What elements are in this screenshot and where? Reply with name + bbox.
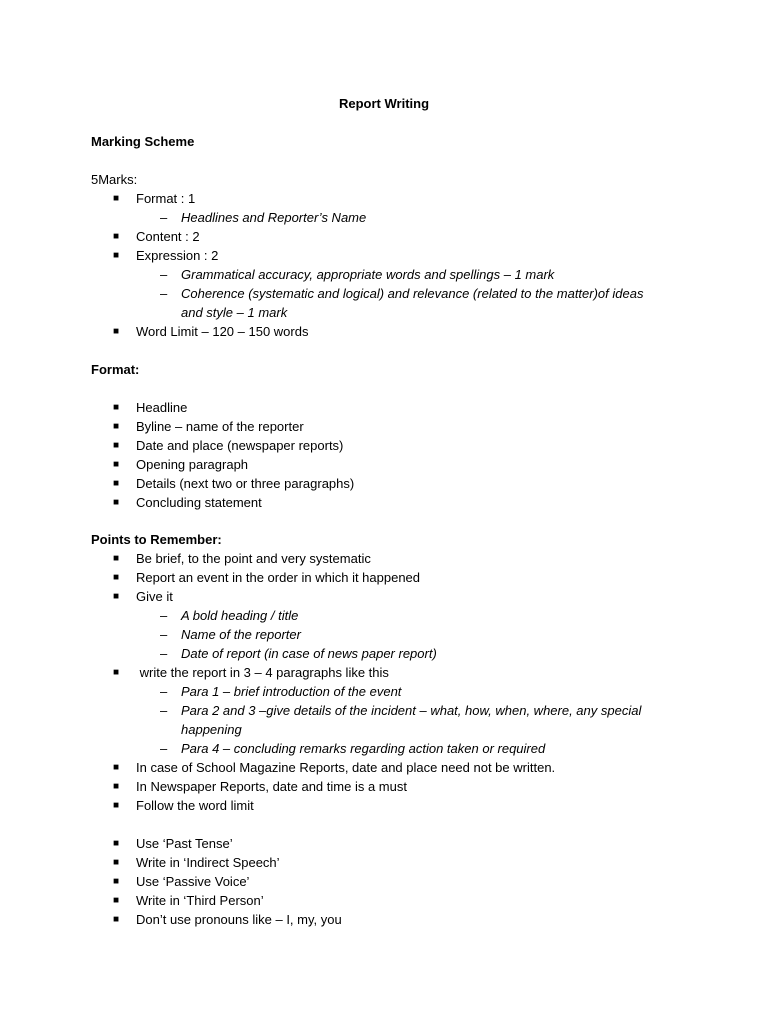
list-item-text: Use ‘Passive Voice’ [136,874,250,889]
sub-list-item-text: Grammatical accuracy, appropriate words and spellings – 1 mark [181,267,555,282]
dash-icon: – [160,684,168,699]
list-item [0,436,768,455]
sub-list-item-text: Para 4 – concluding remarks regarding action taken or required [181,741,546,756]
bullet-icon: ■ [113,553,120,564]
list-item [0,587,768,606]
list-item-text: Opening paragraph [136,457,249,472]
page-title: Report Writing [338,96,430,111]
dash-icon: – [160,210,168,225]
dash-icon: – [160,627,168,642]
list-item-text: Concluding statement [136,495,262,510]
list-item-text: Date and place (newspaper reports) [136,438,344,453]
format-heading: Format: [91,362,140,377]
list-item-text: Word Limit – 120 – 150 words [136,324,309,339]
dash-icon: – [160,646,168,661]
list-item [0,777,768,796]
list-item-text: Give it [136,589,173,604]
sub-list-item-text: happening [181,722,242,737]
bullet-icon: ■ [113,876,120,887]
bullet-icon: ■ [113,800,120,811]
list-item [0,663,768,682]
sub-list-item [0,208,768,227]
sub-list-item-continuation [0,720,768,739]
list-item [0,758,768,777]
bullet-icon: ■ [113,781,120,792]
list-item [0,246,768,265]
list-item [0,796,768,815]
sub-list-item-text: Date of report (in case of news paper report) [181,646,437,661]
list-item [0,417,768,436]
list-item-text: Write in ‘Indirect Speech’ [136,855,280,870]
bullet-icon: ■ [113,838,120,849]
list-item-text: Report an event in the order in which it happened [136,570,421,585]
list-item [0,568,768,587]
sub-list-item-text: Para 1 – brief introduction of the event [181,684,402,699]
bullet-icon: ■ [113,497,120,508]
sub-list-item-text: Name of the reporter [181,627,301,642]
list-item [0,322,768,341]
sub-list-item [0,284,768,303]
dash-icon: – [160,741,168,756]
bullet-icon: ■ [113,591,120,602]
sub-list-item [0,265,768,284]
list-item [0,493,768,512]
list-item-text: Content : 2 [136,229,200,244]
list-item [0,910,768,929]
sub-list-item-text: Headlines and Reporter’s Name [181,210,367,225]
list-item-text: Headline [136,400,188,415]
sub-list-item-text: and style – 1 mark [181,305,288,320]
list-item-text: Use ‘Past Tense’ [136,836,233,851]
bullet-icon: ■ [113,572,120,583]
dash-icon: – [160,286,168,301]
list-item-text: write the report in 3 – 4 paragraphs like this [136,665,389,680]
list-item [0,872,768,891]
sub-list-item-continuation [0,303,768,322]
bullet-icon: ■ [113,440,120,451]
points-heading: Points to Remember: [91,532,222,547]
bullet-icon: ■ [113,250,120,261]
list-item-text: In Newspaper Reports, date and time is a must [136,779,407,794]
sub-list-item [0,701,768,720]
sub-list-item-text: Coherence (systematic and logical) and relevance (related to the matter)of ideas [181,286,644,301]
marking-scheme-heading: Marking Scheme [91,134,195,149]
list-item [0,398,768,417]
list-item-text: Write in ‘Third Person’ [136,893,264,908]
list-item-text: Don’t use pronouns like – I, my, you [136,912,342,927]
bullet-icon: ■ [113,914,120,925]
list-item-text: Format : 1 [136,191,196,206]
sub-list-item [0,682,768,701]
bullet-icon: ■ [113,857,120,868]
list-item [0,227,768,246]
sub-list-item [0,644,768,663]
bullet-icon: ■ [113,459,120,470]
list-item [0,891,768,910]
list-item-text: Follow the word limit [136,798,254,813]
bullet-icon: ■ [113,402,120,413]
sub-list-item [0,606,768,625]
list-item [0,549,768,568]
list-item-text: Expression : 2 [136,248,219,263]
sub-list-item [0,739,768,758]
bullet-icon: ■ [113,478,120,489]
list-item-text: Be brief, to the point and very systematic [136,551,371,566]
bullet-icon: ■ [113,895,120,906]
bullet-icon: ■ [113,421,120,432]
sub-list-item-text: A bold heading / title [181,608,299,623]
marks-label: 5Marks: [91,172,138,187]
bullet-icon: ■ [113,762,120,773]
sub-list-item [0,625,768,644]
list-item-text: In case of School Magazine Reports, date and place need not be written. [136,760,556,775]
list-item [0,189,768,208]
list-item [0,455,768,474]
list-item [0,853,768,872]
bullet-icon: ■ [113,326,120,337]
dash-icon: – [160,703,168,718]
list-item-text: Details (next two or three paragraphs) [136,476,355,491]
bullet-icon: ■ [113,231,120,242]
dash-icon: – [160,267,168,282]
bullet-icon: ■ [113,193,120,204]
list-item [0,474,768,493]
bullet-icon: ■ [113,667,120,678]
dash-icon: – [160,608,168,623]
sub-list-item-text: Para 2 and 3 –give details of the incident – what, how, when, where, any special [181,703,642,718]
list-item-text: Byline – name of the reporter [136,419,304,434]
list-item [0,834,768,853]
